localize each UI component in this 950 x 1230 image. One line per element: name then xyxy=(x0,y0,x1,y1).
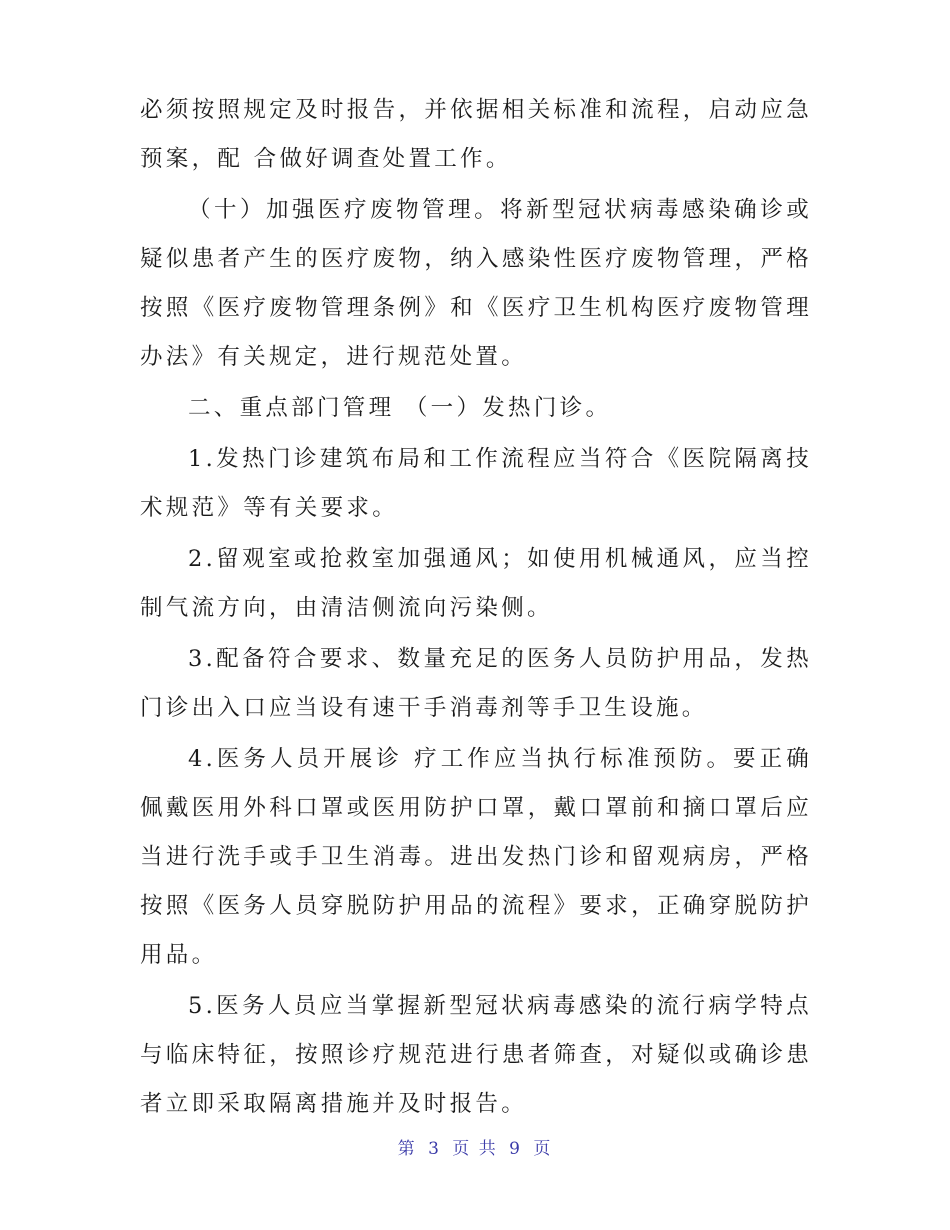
paragraph-medical-waste: （十）加强医疗废物管理。将新型冠状病毒感染确诊或疑似患者产生的医疗废物，纳入感染性医疗废物管理，严格按照《医疗废物管理条例》和《医疗卫生机构医疗废物管理办法》有关规定，进行规范处置。 xyxy=(140,197,812,370)
list-item-2: 2.留观室或抢救室加强通风；如使用机械通风，应当控制气流方向，由清洁侧流向污染侧。 xyxy=(140,546,812,621)
footer-total-pages: 9 xyxy=(509,1139,522,1159)
list-item-5: 5.医务人员应当掌握新型冠状病毒感染的流行病学特点与临床特征，按照诊疗规范进行患者筛查，对疑似或确诊患者立即采取隔离措施并及时报告。 xyxy=(140,993,812,1117)
section-heading-key-departments: 二、重点部门管理 （一）发热门诊。 xyxy=(188,395,612,421)
footer-prefix: 第 xyxy=(397,1139,417,1159)
document-body xyxy=(140,86,812,1131)
paragraph-continuation: 必须按照规定及时报告，并依据相关标准和流程，启动应急预案，配 合做好调查处置工作。 xyxy=(140,97,812,172)
page-footer xyxy=(0,1134,950,1159)
list-item-3: 3.配备符合要求、数量充足的医务人员防护用品，发热门诊出入口应当设有速干手消毒剂等手卫生设施。 xyxy=(140,646,812,721)
footer-suffix: 页 xyxy=(533,1139,553,1159)
list-item-4: 4.医务人员开展诊 疗工作应当执行标准预防。要正确佩戴医用外科口罩或医用防护口罩，戴口罩前和摘口罩后应当进行洗手或手卫生消毒。进出发热门诊和留观病房，严格按照《医务人员穿脱防护用品的流程》要求，正确穿脱防护用品。 xyxy=(140,746,812,968)
footer-current-page: 3 xyxy=(428,1139,441,1159)
footer-middle: 页 共 xyxy=(452,1139,498,1159)
list-item-1: 1.发热门诊建筑布局和工作流程应当符合《医院隔离技术规范》等有关要求。 xyxy=(140,446,812,521)
